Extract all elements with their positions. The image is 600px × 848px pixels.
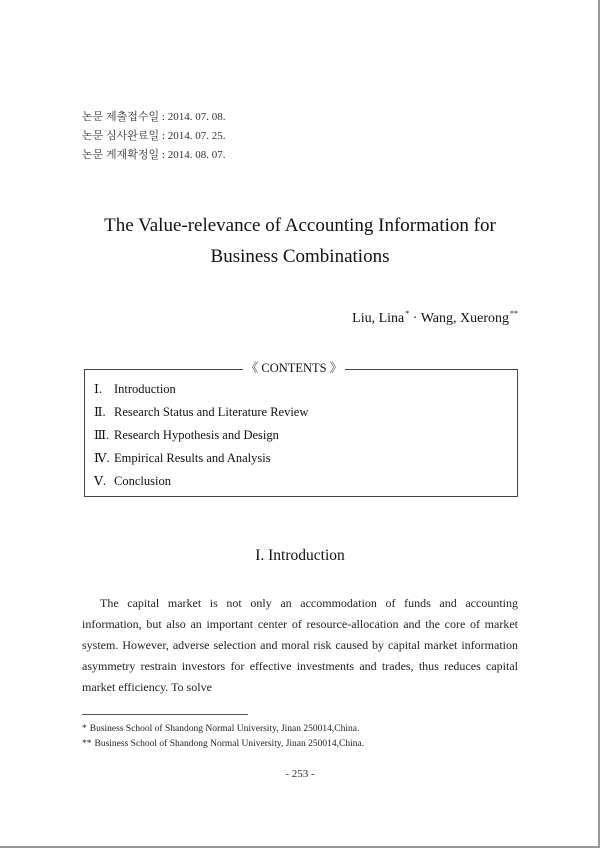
contents-list xyxy=(94,378,308,493)
contents-heading: 《 CONTENTS 》 xyxy=(243,360,345,376)
contents-item-label: Research Status and Literature Review xyxy=(114,405,309,419)
confirmed-date: 논문 게재확정일 : 2014. 08. 07. xyxy=(82,149,226,161)
footnote-text: Business School of Shandong Normal University, Jinan 250014,China. xyxy=(94,739,365,749)
footnote xyxy=(82,737,364,752)
contents-item xyxy=(94,470,308,493)
contents-item-number: Ⅳ. xyxy=(94,451,110,465)
author-line xyxy=(352,309,518,327)
section-heading: I. Introduction xyxy=(255,547,345,564)
body-paragraph: The capital market is not only an accommodation of funds and accounting information, but also an important center of resource-allocation and the core of market system. However, adverse selection and moral risk caused by capital market information asymmetry restrain investors for effective investments and trades, thus reduces capital market efficiency. To solve xyxy=(82,596,518,694)
author-2-footnote-mark: ** xyxy=(510,309,518,318)
contents-item-number: Ⅲ. xyxy=(94,428,110,442)
submission-dates xyxy=(82,108,225,165)
footnotes xyxy=(82,722,364,752)
contents-item-label: Conclusion xyxy=(114,474,171,488)
contents-item-number: Ⅱ. xyxy=(94,405,106,419)
contents-item-number: Ⅰ. xyxy=(94,382,103,396)
paper-title-line-2: Business Combinations xyxy=(210,246,390,267)
author-1-footnote-mark: * xyxy=(405,309,410,318)
contents-item xyxy=(94,378,308,401)
paper-title xyxy=(60,210,540,272)
footnote-mark: * xyxy=(82,724,87,734)
author-2: Wang, Xuerong xyxy=(420,311,509,326)
contents-item-label: Introduction xyxy=(114,382,176,396)
submitted-date: 논문 제출접수일 : 2014. 07. 08. xyxy=(82,111,226,123)
footnote-mark: ** xyxy=(82,739,92,749)
footnote-divider xyxy=(82,714,248,715)
contents-item xyxy=(94,401,308,424)
contents-item-label: Empirical Results and Analysis xyxy=(114,451,271,465)
author-separator: · xyxy=(412,311,418,326)
contents-item xyxy=(94,447,308,470)
footnote xyxy=(82,722,364,737)
contents-item-label: Research Hypothesis and Design xyxy=(114,428,279,442)
paper-title-line-1: The Value-relevance of Accounting Information for xyxy=(104,215,496,236)
footnote-text: Business School of Shandong Normal University, Jinan 250014,China. xyxy=(89,724,360,734)
author-1: Liu, Lina xyxy=(352,311,405,326)
contents-item-number: Ⅴ. xyxy=(94,474,107,488)
page-number: - 253 - xyxy=(285,768,315,780)
contents-item xyxy=(94,424,308,447)
reviewed-date: 논문 심사완료일 : 2014. 07. 25. xyxy=(82,130,226,142)
